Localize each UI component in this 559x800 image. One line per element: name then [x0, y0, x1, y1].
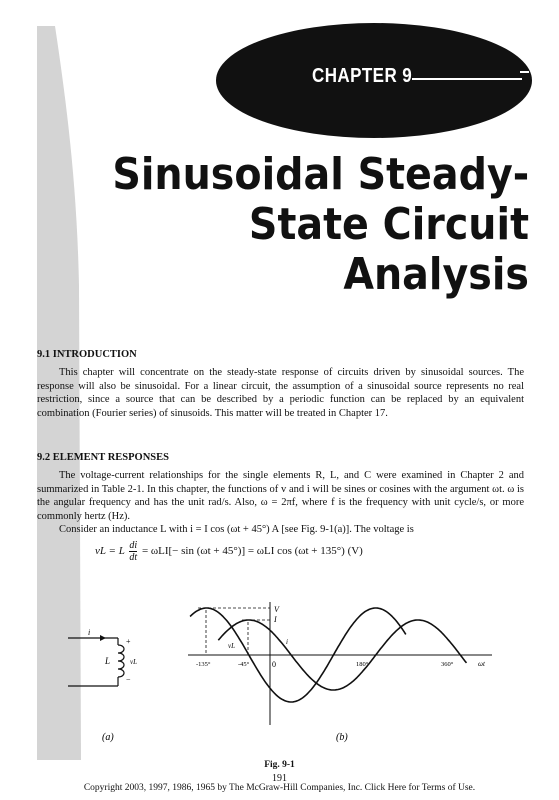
current-curve-label: i	[286, 638, 288, 646]
tick-label: -45°	[238, 661, 250, 668]
section-element-responses-body	[37, 469, 524, 537]
inductor-circuit-diagram	[68, 628, 137, 743]
tick-label: 360°	[441, 661, 454, 668]
axis-label: ωt	[478, 660, 485, 668]
voltage-label: vL	[130, 658, 137, 666]
page-number: 191	[272, 773, 287, 784]
fraction-numerator: di	[129, 540, 138, 551]
subfigure-b-label: (b)	[336, 732, 348, 743]
paragraph: This chapter will concentrate on the steady-state response of circuits driven by sinusoidal sources. The response will also be sinusoidal. For a linear circuit, the assumption of a sinusoidal source represents no real restriction, since a source that can be described by a periodic function can be replaced by an equivalent combination (Fourier series) of sinusoids. This matter will be treated in Chapter 17.	[37, 367, 524, 419]
subfigure-a-label: (a)	[102, 732, 114, 743]
minus-sign: −	[126, 675, 131, 684]
inductor-label: L	[105, 656, 111, 666]
inductor-coil	[118, 645, 124, 677]
current-label: i	[88, 628, 91, 637]
inductor-voltage-equation	[95, 540, 363, 563]
chapter-title-line-1: Sinusoidal Steady-	[112, 149, 529, 200]
paragraph: Consider an inductance L with i = I cos (ωt + 45°) A [see Fig. 9-1(a)]. The voltage is	[59, 524, 414, 535]
section-heading-introduction: 9.1 INTRODUCTION	[37, 349, 137, 360]
voltage-peak-label: V	[274, 605, 279, 614]
waveform-plot	[188, 602, 492, 743]
current-arrow-icon	[100, 635, 106, 641]
paragraph: The voltage-current relationships for the single elements R, L, and C were examined in Chapter 2 and summarized in Table 2-1. In this chapter, the functions of v and i will be sines or cosines with the argument ωt. ω is the angular frequency and has the unit rad/s. Also, ω = 2πf, where f is the frequency with unit cycle/s, or more commonly hertz (Hz).	[37, 470, 524, 522]
chapter-rule-tick	[520, 71, 529, 73]
tick-label: 180°	[356, 661, 369, 668]
equation-lhs: vL = L	[95, 545, 125, 558]
figure-9-1	[60, 600, 500, 760]
plus-sign: +	[126, 637, 131, 646]
equation-fraction	[129, 540, 137, 563]
voltage-curve-label: vL	[228, 642, 235, 650]
figure-caption: Fig. 9-1	[264, 760, 295, 770]
section-heading-element-responses: 9.2 ELEMENT RESPONSES	[37, 452, 169, 463]
equation-rhs: = ωLI[− sin (ωt + 45°)] = ωLI cos (ωt + 135°) (V)	[141, 545, 363, 558]
chapter-rule	[412, 78, 522, 80]
chapter-label: CHAPTER 9	[312, 65, 413, 87]
chapter-title-line-2: State Circuit Analysis	[248, 199, 529, 300]
copyright-notice[interactable]: Copyright 2003, 1997, 1986, 1965 by The McGraw-Hill Companies, Inc. Click Here for Terms of Use.	[83, 783, 476, 793]
tick-label: -135°	[196, 661, 211, 668]
section-introduction-body	[37, 366, 524, 420]
tick-label: 0	[272, 660, 276, 669]
current-peak-label: I	[274, 615, 277, 624]
fraction-denominator: dt	[129, 552, 138, 563]
